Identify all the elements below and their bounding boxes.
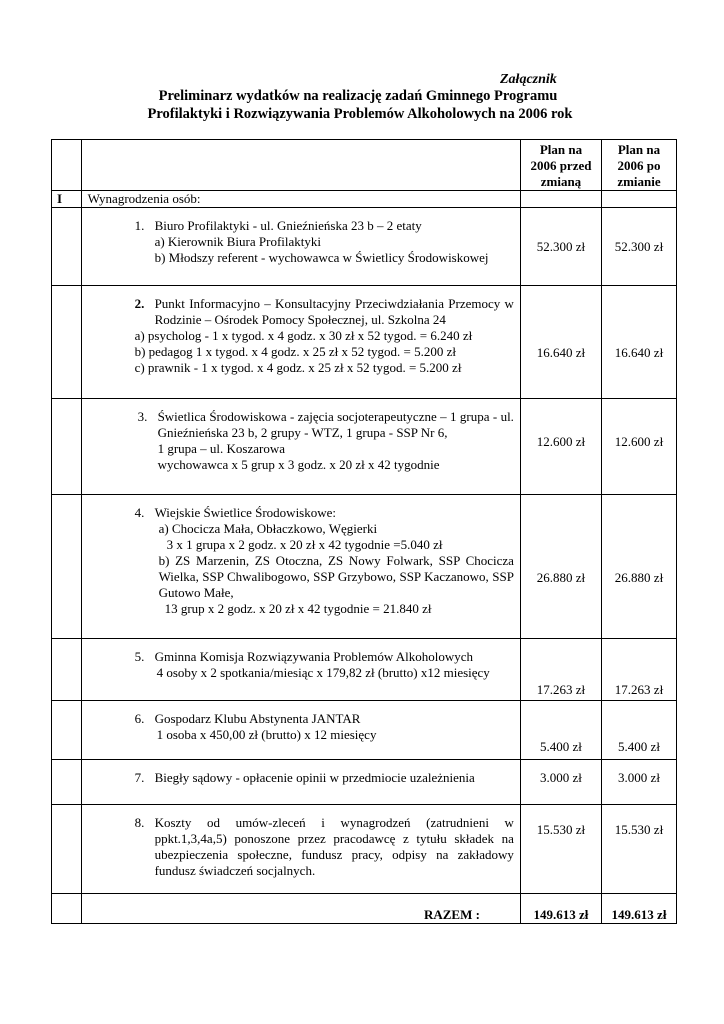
amount-before: 5.400 zł	[520, 701, 601, 760]
item-line: Wiejskie Świetlice Środowiskowe:	[154, 505, 337, 520]
item-number: 2.	[134, 296, 145, 311]
item-number: 1.	[134, 218, 145, 233]
table-header-row	[52, 140, 677, 191]
amount-before: 16.640 zł	[520, 286, 601, 399]
section-empty-after	[601, 191, 676, 208]
column-header-after	[601, 140, 676, 191]
header-empty-cell-2	[81, 140, 520, 191]
page-title-line1: Preliminarz wydatków na realizację zadań Gminnego Programu	[158, 88, 558, 104]
item-description	[81, 701, 520, 760]
item-line: a) psycholog - 1 x tygod. x 4 godz. x 30 zł x 52 tygod. = 6.240 zł	[134, 328, 473, 343]
item-line: 1 osoba x 450,00 zł (brutto) x 12 miesięcy	[156, 727, 377, 742]
table-row	[52, 701, 677, 760]
section-row	[52, 191, 677, 208]
col-before-line3: zmianą	[540, 174, 582, 189]
item-number: 3.	[137, 409, 148, 424]
section-empty-before	[520, 191, 601, 208]
row-num-cell	[52, 495, 82, 639]
item-line: Gminna Komisja Rozwiązywania Problemów Alkoholowych	[154, 649, 474, 664]
row-num-cell	[52, 805, 82, 894]
col-after-line3: zmianie	[617, 174, 661, 189]
item-line: 1 grupa – ul. Koszarowa	[157, 441, 285, 456]
item-line: Koszty od umów-zleceń i wynagrodzeń (zatrudnieni w ppkt.1,3,4a,5) ponoszone przez pracodawcę z tytułu składek na ubezpieczenia społeczne, fundusz pracy, odpisy na zakładowy fundusz świadczeń socjalnych.	[154, 815, 514, 878]
amount-before: 26.880 zł	[520, 495, 601, 639]
item-line: 13 grup x 2 godz. x 20 zł x 42 tygodnie = 21.840 zł	[164, 601, 432, 616]
item-line: Biuro Profilaktyki - ul. Gnieźnieńska 23 b – 2 etaty	[154, 218, 422, 233]
amount-before: 17.263 zł	[520, 639, 601, 701]
amount-after: 3.000 zł	[601, 760, 676, 805]
table-row	[52, 639, 677, 701]
amount-before: 15.530 zł	[520, 805, 601, 894]
item-number: 7.	[134, 770, 145, 785]
amount-before: 52.300 zł	[520, 208, 601, 286]
item-line: a) Kierownik Biura Profilaktyki	[154, 234, 321, 249]
section-number: I	[52, 191, 82, 208]
item-line: Biegły sądowy - opłacenie opinii w przedmiocie uzależnienia	[154, 770, 475, 785]
amount-after: 26.880 zł	[601, 495, 676, 639]
section-label: Wynagrodzenia osób:	[81, 191, 520, 208]
item-line: Świetlica Środowiskowa - zajęcia socjoterapeutyczne – 1 grupa - ul. Gnieźnieńska 23 b, 2 grupy - WTZ, 1 grupa - SSP Nr 6,	[157, 409, 514, 440]
total-row	[52, 894, 677, 924]
item-line: c) prawnik - 1 x tygod. x 4 godz. x 25 zł x 52 tygod. = 5.200 zł	[134, 360, 462, 375]
item-line: 4 osoby x 2 spotkania/miesiąc x 179,82 zł (brutto) x12 miesięcy	[156, 665, 490, 680]
table-row	[52, 286, 677, 399]
table-row	[52, 208, 677, 286]
item-number: 4.	[134, 505, 145, 520]
total-after: 149.613 zł	[601, 894, 676, 924]
item-description	[81, 495, 520, 639]
col-before-line1: Plan na	[539, 142, 583, 157]
row-num-cell	[52, 701, 82, 760]
item-description	[81, 399, 520, 495]
amount-after: 17.263 zł	[601, 639, 676, 701]
expenditure-table	[51, 139, 677, 924]
row-num-cell	[52, 894, 82, 924]
item-description	[81, 286, 520, 399]
item-line: Punkt Informacyjno – Konsultacyjny Przeciwdziałania Przemocy w Rodzinie – Ośrodek Pomocy Społecznej, ul. Szkolna 24	[154, 296, 514, 327]
amount-before: 12.600 zł	[520, 399, 601, 495]
col-after-line1: Plan na	[617, 142, 661, 157]
table-row	[52, 805, 677, 894]
column-header-before	[520, 140, 601, 191]
total-before: 149.613 zł	[520, 894, 601, 924]
header-empty-cell-1	[52, 140, 82, 191]
row-num-cell	[52, 208, 82, 286]
total-label: RAZEM :	[81, 894, 520, 924]
item-line: 3 x 1 grupa x 2 godz. x 20 zł x 42 tygodnie =5.040 zł	[166, 537, 443, 552]
amount-after: 16.640 zł	[601, 286, 676, 399]
item-line: b) Młodszy referent - wychowawca w Świetlicy Środowiskowej	[154, 250, 489, 265]
row-num-cell	[52, 286, 82, 399]
amount-after: 5.400 zł	[601, 701, 676, 760]
amount-after: 15.530 zł	[601, 805, 676, 894]
page-title-line2: Profilaktyki i Rozwiązywania Problemów Alkoholowych na 2006 rok	[147, 106, 573, 122]
col-before-line2: 2006 przed	[530, 158, 592, 173]
amount-after: 12.600 zł	[601, 399, 676, 495]
row-num-cell	[52, 639, 82, 701]
item-number: 8.	[134, 815, 145, 830]
item-number: 6.	[134, 711, 145, 726]
amount-after: 52.300 zł	[601, 208, 676, 286]
item-line: b) ZS Marzenin, ZS Otoczna, ZS Nowy Folwark, SSP Chocicza Wielka, SSP Chwalibogowo, SSP Grzybowo, SSP Kaczanowo, SSP Gutowo Małe,	[158, 553, 514, 600]
table-row	[52, 760, 677, 805]
table-row	[52, 399, 677, 495]
item-description	[81, 639, 520, 701]
item-description	[81, 760, 520, 805]
annex-label: Załącznik	[500, 72, 557, 87]
item-line: b) pedagog 1 x tygod. x 4 godz. x 25 zł x 52 tygod. = 5.200 zł	[134, 344, 457, 359]
col-after-line2: 2006 po	[617, 158, 661, 173]
item-line: Gospodarz Klubu Abstynenta JANTAR	[154, 711, 361, 726]
item-number: 5.	[134, 649, 145, 664]
item-line: wychowawca x 5 grup x 3 godz. x 20 zł x 42 tygodnie	[157, 457, 440, 472]
table-row	[52, 495, 677, 639]
row-num-cell	[52, 399, 82, 495]
amount-before: 3.000 zł	[520, 760, 601, 805]
row-num-cell	[52, 760, 82, 805]
item-description	[81, 208, 520, 286]
item-line: a) Chocicza Mała, Obłaczkowo, Węgierki	[158, 521, 378, 536]
item-description	[81, 805, 520, 894]
